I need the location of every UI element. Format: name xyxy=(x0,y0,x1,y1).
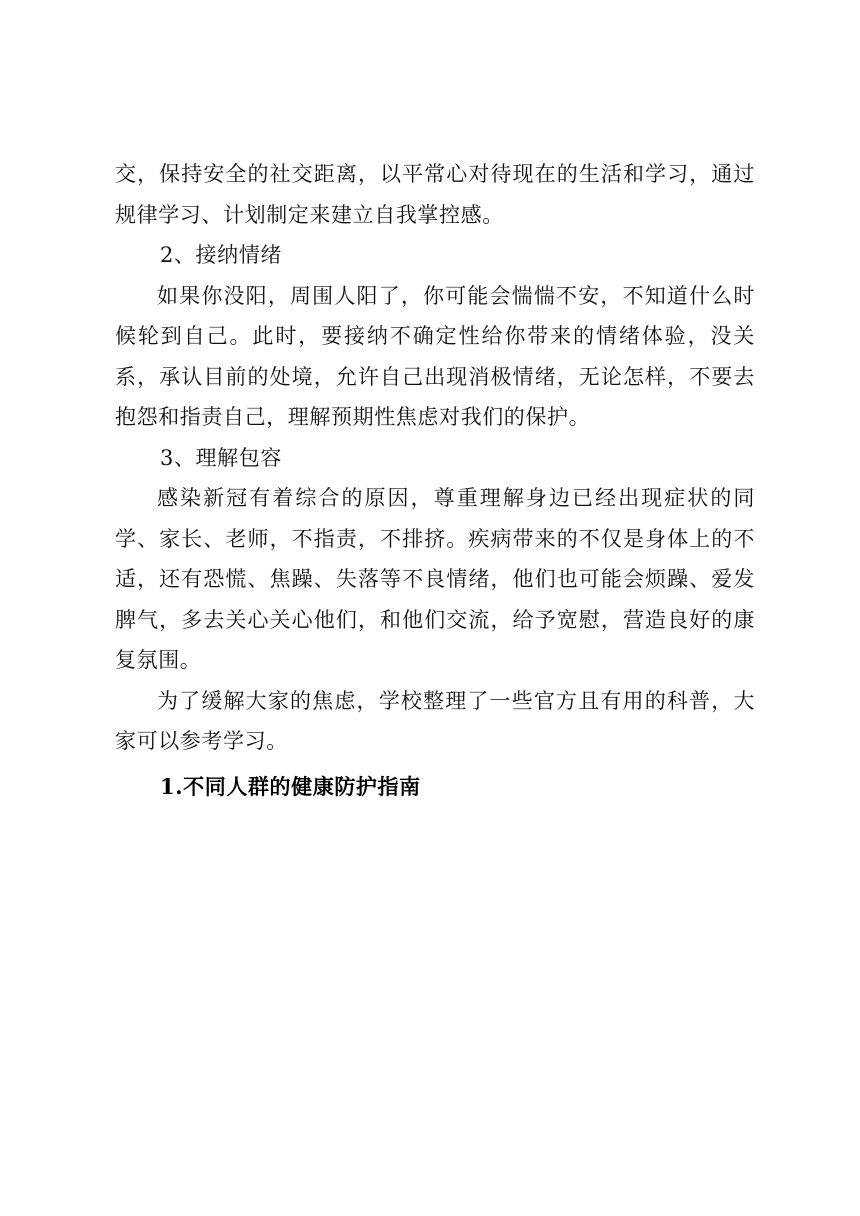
paragraph-accept-emotions: 如果你没阳，周围人阳了，你可能会惴惴不安，不知道什么时候轮到自己。此时，要接纳不确定性给你带来的情绪体验，没关系，承认目前的处境，允许自己出现消极情绪，无论怎样，不要去抱怨和指责自己，理解预期性焦虑对我们的保护。 xyxy=(115,283,755,429)
section-heading-accept-emotions: 2、接纳情绪 xyxy=(160,243,282,267)
guide-heading: 1.不同人群的健康防护指南 xyxy=(160,773,421,799)
section-heading-understanding: 3、理解包容 xyxy=(160,445,282,470)
paragraph-school-resources: 为了缓解大家的焦虑，学校整理了一些官方且有用的科普，大家可以参考学习。 xyxy=(115,688,755,753)
continuation-paragraph: 交，保持安全的社交距离，以平常心对待现在的生活和学习，通过规律学习、计划制定来建立自我掌控感。 xyxy=(115,162,755,227)
paragraph-understanding: 感染新冠有着综合的原因，尊重理解身边已经出现症状的同学、家长、老师，不指责，不排挤。疾病带来的不仅是身体上的不适，还有恐慌、焦躁、失落等不良情绪，他们也可能会烦躁、爱发脾气，多去关心关心他们，和他们交流，给予宽慰，营造良好的康复氛围。 xyxy=(115,486,755,672)
document-body xyxy=(115,154,755,807)
